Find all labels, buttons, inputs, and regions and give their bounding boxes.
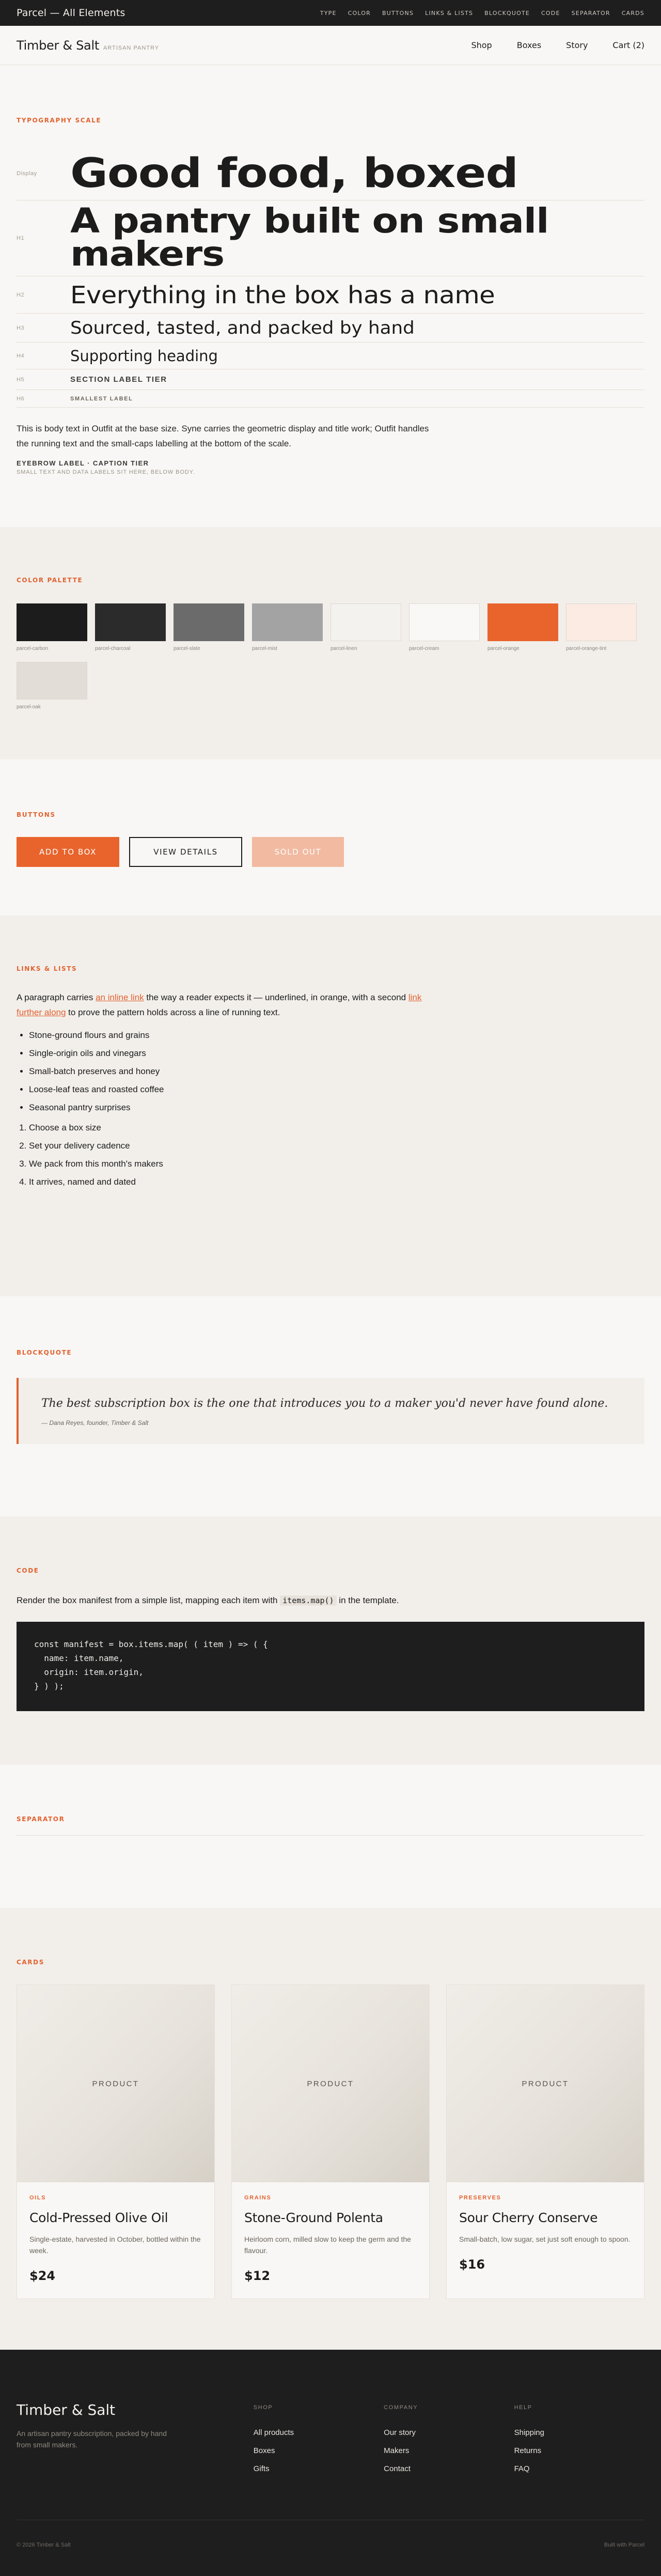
list-item: • Stone-ground flours and grains [29, 1026, 644, 1044]
product-card[interactable] [17, 1984, 215, 2299]
add-to-box-button[interactable]: ADD TO BOX [17, 837, 119, 867]
paragraph-text: Render the box manifest from a simple list, mapping each item with [17, 1595, 280, 1605]
list-item: • Small-batch preserves and honey [29, 1062, 644, 1080]
sold-out-button: SOLD OUT [252, 837, 344, 867]
h1-heading: A pantry built on small makers [70, 201, 549, 274]
h2-heading: Everything in the box has a name [70, 281, 495, 309]
footer-column-company [384, 2401, 514, 2473]
swatch-color [95, 603, 166, 641]
product-image-placeholder[interactable]: PRODUCT [17, 1985, 214, 2182]
footer-brand [17, 2401, 254, 2473]
list-item: 2. Set your delivery cadence [29, 1137, 644, 1155]
footer-column-help [514, 2401, 644, 2473]
code-paragraph [17, 1593, 409, 1608]
nav-type[interactable]: TYPE [320, 9, 337, 17]
page-title: Parcel — All Elements [17, 7, 125, 19]
card-category: GRAINS [244, 2195, 272, 2201]
type-row-h6 [17, 390, 644, 408]
swatch [487, 603, 558, 651]
list-item: • Seasonal pantry surprises [29, 1098, 644, 1116]
product-image-placeholder[interactable]: PRODUCT [447, 1985, 644, 2182]
h3-heading: Sourced, tasted, and packed by hand [70, 317, 415, 338]
card-title[interactable]: Sour Cherry Conserve [459, 2210, 598, 2225]
logo-group[interactable] [17, 38, 159, 53]
card-description: Heirloom corn, milled slow to keep the germ and the flavour. [244, 2235, 411, 2255]
nav-cart[interactable]: Cart (2) [612, 40, 644, 50]
card-grid [17, 1984, 644, 2299]
section-nav [320, 10, 644, 17]
card-category: PRESERVES [459, 2195, 501, 2201]
swatch [17, 662, 87, 710]
swatch-name: parcel-cream [409, 646, 439, 651]
swatch [174, 603, 244, 651]
footer-bottom [17, 2520, 644, 2548]
footer-link[interactable]: Gifts [253, 2464, 270, 2473]
swatch-name: parcel-linen [330, 646, 357, 651]
card-description: Small-batch, low sugar, set just soft enough to spoon. [459, 2235, 631, 2243]
list-item: • Loose-leaf teas and roasted coffee [29, 1080, 644, 1098]
card-body [17, 2182, 214, 2299]
section-label: CODE [17, 1567, 39, 1574]
nav-buttons[interactable]: BUTTONS [382, 9, 414, 17]
card-body [232, 2182, 429, 2299]
bullet-list [17, 1026, 644, 1116]
swatch [95, 603, 166, 651]
spacer [17, 1191, 644, 1242]
type-tag: Display [17, 170, 37, 177]
footer-column-shop [254, 2401, 384, 2473]
code-block: const manifest = box.items.map( ( item ) => ( { name: item.name, origin: item.origin, } ) ); [17, 1622, 644, 1711]
blockquote-section [0, 1296, 661, 1516]
swatch-grid [17, 603, 644, 710]
body-text-sample: This is body text in Outfit at the base size. Syne carries the geometric display and title work; Outfit handles the running text and the small-caps labelling at the bottom of the scale. [17, 424, 429, 448]
swatch-color [17, 603, 87, 641]
type-row-h5 [17, 369, 644, 390]
typography-section [0, 65, 661, 527]
card-title[interactable]: Cold-Pressed Olive Oil [29, 2210, 168, 2225]
top-bar [0, 0, 661, 26]
swatch-color [17, 662, 87, 700]
site-header [0, 26, 661, 65]
swatch-color [566, 603, 637, 641]
footer-link[interactable]: Returns [514, 2446, 542, 2455]
swatch-color [252, 603, 323, 641]
type-tag: H3 [17, 324, 25, 331]
swatch-name: parcel-orange [487, 646, 520, 651]
swatch [252, 603, 323, 651]
swatch-name: parcel-carbon [17, 646, 49, 651]
section-label: COLOR PALETTE [17, 577, 83, 584]
type-row-h2 [17, 276, 644, 314]
product-card[interactable] [231, 1984, 430, 2299]
paragraph-text: in the template. [336, 1595, 399, 1605]
cards-section [0, 1908, 661, 2350]
section-label: BUTTONS [17, 811, 56, 818]
section-label: CARDS [17, 1959, 44, 1966]
nav-separator[interactable]: SEPARATOR [571, 9, 610, 17]
footer-link[interactable]: All products [253, 2428, 294, 2437]
paragraph-text: the way a reader expects it — underlined, in orange, with a second [144, 992, 408, 1002]
h6-heading: SMALLEST LABEL [70, 395, 133, 402]
swatch [330, 603, 401, 651]
separator-line [17, 1835, 644, 1836]
list-item: • Single-origin oils and vinegars [29, 1044, 644, 1062]
footer-link[interactable]: Shipping [514, 2428, 544, 2437]
links-lists-section [0, 915, 661, 1296]
nav-shop[interactable]: Shop [471, 40, 492, 50]
swatch-name: parcel-oak [17, 704, 41, 710]
card-body [447, 2182, 644, 2287]
footer-link[interactable]: Boxes [253, 2446, 275, 2455]
eyebrow-label: EYEBROW LABEL · CAPTION TIER [17, 459, 149, 467]
footer-link[interactable]: FAQ [514, 2464, 530, 2473]
nav-code[interactable]: CODE [541, 9, 560, 17]
h5-heading: SECTION LABEL TIER [70, 375, 167, 384]
separator-section [0, 1765, 661, 1908]
card-category: OILS [29, 2195, 46, 2201]
section-label: TYPOGRAPHY SCALE [17, 117, 102, 124]
swatch-color [174, 603, 244, 641]
card-description: Single-estate, harvested in October, bottled within the week. [29, 2235, 201, 2255]
footer-heading: SHOP [253, 2404, 273, 2411]
swatch-name: parcel-mist [252, 646, 277, 651]
main-nav [471, 40, 644, 50]
inline-link[interactable]: an inline link [96, 992, 144, 1002]
nav-cards[interactable]: CARDS [621, 9, 644, 17]
product-image-placeholder[interactable]: PRODUCT [232, 1985, 429, 2182]
list-item: 3. We pack from this month's makers [29, 1155, 644, 1173]
type-tag: H5 [17, 376, 25, 383]
inline-link-second[interactable]: link further along [17, 992, 422, 1017]
swatch-color [409, 603, 480, 641]
swatch-name: parcel-charcoal [95, 646, 131, 651]
type-tag: H6 [17, 395, 25, 402]
type-tag: H2 [17, 291, 25, 298]
logo-tagline: ARTISAN PANTRY [103, 44, 160, 51]
swatch [17, 603, 87, 651]
card-price: $12 [244, 2269, 271, 2283]
button-row [17, 837, 644, 867]
blockquote [17, 1378, 644, 1444]
footer-logo[interactable]: Timber & Salt [17, 2401, 116, 2418]
product-card[interactable] [446, 1984, 644, 2299]
card-price: $24 [29, 2269, 56, 2283]
nav-color[interactable]: COLOR [348, 9, 371, 17]
display-heading: Good food, boxed [70, 150, 518, 197]
swatch-name: parcel-orange-tint [566, 646, 607, 651]
footer-top [17, 2401, 644, 2473]
footer-tagline: An artisan pantry subscription, packed by hand from small makers. [17, 2429, 167, 2449]
site-footer [0, 2350, 661, 2576]
numbered-list [17, 1119, 644, 1191]
section-label: SEPARATOR [17, 1815, 65, 1823]
card-title[interactable]: Stone-Ground Polenta [244, 2210, 383, 2225]
caption-text: SMALL TEXT AND DATA LABELS SIT HERE, BELOW BODY. [17, 469, 195, 475]
nav-blockquote[interactable]: BLOCKQUOTE [484, 9, 530, 17]
footer-heading: COMPANY [384, 2404, 418, 2411]
list-item: 1. Choose a box size [29, 1119, 644, 1137]
credit: Built with Parcel [604, 2542, 644, 2548]
nav-links-lists[interactable]: LINKS & LISTS [425, 9, 474, 17]
copyright: © 2026 Timber & Salt [17, 2542, 71, 2548]
type-row-h4 [17, 343, 644, 369]
type-tag: H1 [17, 235, 25, 241]
section-label: LINKS & LISTS [17, 965, 77, 972]
type-row-display [17, 147, 644, 200]
list-item: 4. It arrives, named and dated [29, 1173, 644, 1191]
nav-boxes[interactable]: Boxes [516, 40, 542, 50]
h4-heading: Supporting heading [70, 347, 218, 365]
palette-section [0, 527, 661, 759]
quote-text: The best subscription box is the one that introduces you to a maker you'd never have found alone. [41, 1397, 608, 1410]
swatch-color [330, 603, 401, 641]
code-section [0, 1516, 661, 1765]
card-price: $16 [459, 2257, 485, 2272]
nav-story[interactable]: Story [566, 40, 588, 50]
quote-citation: — Dana Reyes, founder, Timber & Salt [41, 1419, 149, 1426]
paragraph-text: A paragraph carries [17, 992, 96, 1002]
type-row-h3 [17, 314, 644, 343]
link-paragraph [17, 990, 435, 1020]
paragraph-text: to prove the pattern holds across a line of running text. [66, 1007, 280, 1017]
view-details-button[interactable]: VIEW DETAILS [129, 837, 242, 867]
swatch [409, 603, 480, 651]
swatch-name: parcel-slate [174, 646, 200, 651]
type-row-h1 [17, 200, 644, 276]
swatch-color [487, 603, 558, 641]
footer-heading: HELP [514, 2404, 532, 2411]
footer-link[interactable]: Our story [384, 2428, 416, 2437]
swatch [566, 603, 637, 651]
footer-link[interactable]: Contact [384, 2464, 411, 2473]
inline-code: items.map() [280, 1595, 336, 1606]
section-label: BLOCKQUOTE [17, 1349, 72, 1356]
type-tag: H4 [17, 352, 25, 359]
footer-link[interactable]: Makers [384, 2446, 410, 2455]
buttons-section [0, 759, 661, 915]
logo[interactable]: Timber & Salt [17, 38, 99, 53]
